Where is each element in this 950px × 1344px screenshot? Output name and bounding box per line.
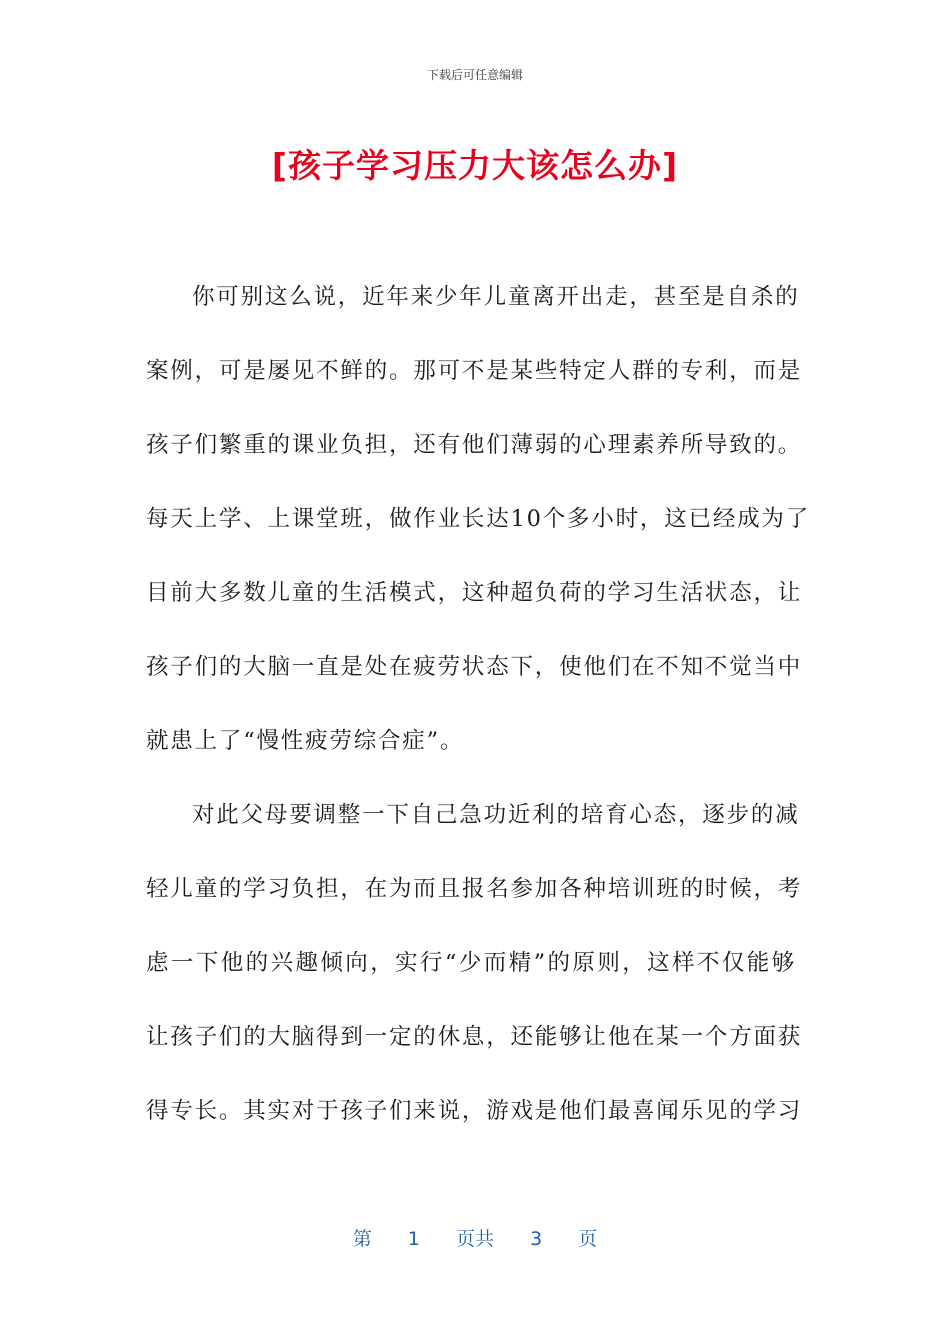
paragraph-2-line-1: 对此父母要调整一下自己急功近利的培育心态，逐步的减 bbox=[192, 802, 800, 828]
paragraph-2-line-3: 虑一下他的兴趣倾向，实行“少而精”的原则，这样不仅能够 bbox=[146, 950, 796, 976]
document-title: [孩子学习压力大该怎么办] bbox=[271, 146, 679, 185]
page-number-footer bbox=[0, 1224, 950, 1251]
paragraph-2-line-4: 让孩子们的大脑得到一定的休息，还能够让他在某一个方面获 bbox=[146, 1024, 803, 1050]
page-suffix: 页 bbox=[578, 1228, 598, 1250]
page-prefix: 第 bbox=[352, 1228, 372, 1250]
paragraph-2-line-5: 得专长。其实对于孩子们来说，游戏是他们最喜闻乐见的学习 bbox=[146, 1098, 803, 1124]
paragraph-1-line-7: 就患上了“慢性疲劳综合症”。 bbox=[146, 728, 465, 754]
page-total: 3 bbox=[530, 1228, 543, 1250]
paragraph-1-line-2: 案例，可是屡见不鲜的。那可不是某些特定人群的专利，而是 bbox=[146, 358, 803, 384]
page-current: 1 bbox=[407, 1228, 420, 1250]
paragraph-1-line-6: 孩子们的大脑一直是处在疲劳状态下，使他们在不知不觉当中 bbox=[146, 654, 803, 680]
body-text bbox=[146, 260, 811, 1148]
paragraph-1-line-5: 目前大多数儿童的生活模式，这种超负荷的学习生活状态，让 bbox=[146, 580, 803, 606]
paragraph-1-line-4: 每天上学、上课堂班，做作业长达10个多小时，这已经成为了 bbox=[146, 506, 811, 532]
page-middle: 页共 bbox=[455, 1228, 494, 1250]
paragraph-1-line-1: 你可别这么说，近年来少年儿童离开出走，甚至是自杀的 bbox=[192, 284, 800, 310]
paragraph-2-line-2: 轻儿童的学习负担，在为而且报名参加各种培训班的时候，考 bbox=[146, 876, 803, 902]
header-note: 下载后可任意编辑 bbox=[426, 68, 523, 82]
paragraph-1-line-3: 孩子们繁重的课业负担，还有他们薄弱的心理素养所导致的。 bbox=[146, 432, 803, 458]
